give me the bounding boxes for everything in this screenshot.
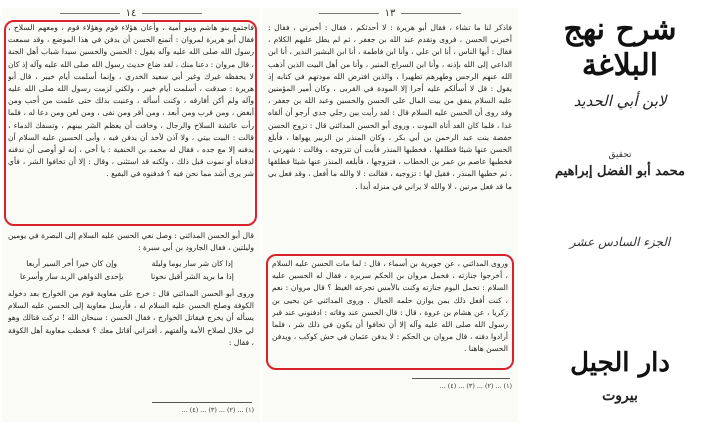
book-author: لابن أبي الحديد	[573, 92, 667, 110]
page-top-text: فاجتمع بنو هاشم وبنو أمية ، وأعان هؤلاء قوم وهؤلاء قوم ، ومعهم السلاح ، فقال أبو هريرة لمروان : أتمنع الحسن أن يدفن في هذا الموضع ، وقد سمعت رسول الله صلى الله عليه وآله يقول : الحسن والحسين سيدا شباب أهل الجنة ، قال مروان : دعنا منك ، لقد ضاع حديث رسول الله صلى الله عليه وآله إذ كان لا يحفظه غيرك وغير أبي سعيد الخدري ، وإنما أسلمت أيام خيبر ، قال أبو هريرة : صدقت ، أسلمت أيام خيبر ، ولكني لزمت رسول الله صلى الله عليه وآله ولم أكن أفارقه ، وكنت أسأله ، وعنيت بذلك حتى علمت من أحب ومن أبغض ، ومن قرب ومن أبعد ، ومن أقر ومن نفى ، ومن لعن ومن دعا له ، فلما رأت عائشة السلاح والرجال ، وخافت أن يعظم الشر بينهم ، وتسفك الدماء ، قالت : البيت بيتي ، ولا آذن لأحد أن يدفن فيه ، وأبى الحسين عليه السلام أن يدفنه إلا مع جده ، فقال له محمد بن الحنفية : يا أخي ، إنه لو أوصى أن ندفنه لدفناه أو نموت قبل ذلك ، ولكنه قد استثنى ، وقال : إلا أن تخافوا الشر ، فأي شر يرى أشد مما نحن فيه ؟ فدفنوه في البقيع .	[8, 23, 254, 179]
footnotes: (١) ... (٢) ... (٣) ... (٤) ...	[439, 382, 512, 390]
footnotes: (١) ... (٢) ... (٣) ... (٤) ...	[181, 406, 254, 414]
book-editor: محمد أبو الفضل إبراهيم	[555, 164, 685, 179]
book-page-middle	[262, 8, 518, 422]
footnote-rule	[152, 402, 252, 403]
page-number: ١٤	[2, 8, 260, 19]
book-page-left	[2, 8, 260, 422]
poem-verse: إذا ما بريد الشر أقبل نحونا بإحدى الدواهي الربد سار وأسرعا	[19, 271, 234, 281]
volume-part: الجزء السادس عشر	[569, 235, 671, 249]
page-top-text: فاذكر لنا ما تشاء ، فقال أبو هريرة : لا أحدثكم ، فقال : أخبرني ، فقال : أخبرني الحسن ، فروى وتقدم عبد الله بن جعفر ، ثم لم يطل عليهم الكلام ، فقال : أيها الناس ، أنا ابن علي ، وأنا ابن فاطمة ، أنا ابن البشير النذير ، أنا ابن الداعي إلى الله بإذنه ، وأنا ابن السراج المنير ، وأنا من أهل البيت الذين أذهب الله عنهم الرجس وطهرهم تطهيرا ، والذين افترض الله مودتهم في كتابه إذ يقول : قل لا أسألكم عليه أجرا إلا المودة في القربى ، وكان أمير المؤمنين عليه السلام ينفق من بيت المال على الحسن والحسين وعبد الله بن جعفر ، وقد روى أن الحسن عليه السلام قال : لقد رأيت بين رجلي جدي أرجو أن ألقاه غدا ، فلما كان الغد أتاه الموت ، وروى أبو الحسن المدائني قال : تزوج الحسن حفصة بنت عبد الرحمن بن أبي بكر ، وكان المنذر بن الزبير يهواها ، فأبلغ الحسن عنها شيئا فطلقها ، فخطبها المنذر فأبت أن تتزوجه ، وقالت : شهرني ، فخطبها عاصم بن عمر بن الخطاب ، فتزوجها ، فأبلغه المنذر عنها شيئا فطلقها ، ثم خطبها المنذر ، فقيل لها : تزوجيه ، فقالت : لا والله ما أفعل ، وقد فعل بي ما قد فعل مرتين ، لا والله لا يراني في منزله أبدا .	[268, 23, 512, 191]
highlighted-text: وروى المدائني ، عن جويرية بن أسماء ، قال : لما مات الحسن عليه السلام ، أخرجوا جنازته ، فحمل مروان بن الحكم سريره ، فقال له الحسين عليه السلام : تحمل اليوم جنازته وكنت بالأمس تجرعه الغيظ ؟ قال مروان : نعم ، كنت أفعل ذلك بمن يوازن حلمه الجبال . وروى المدائني عن يحيى بن زكريا ، عن هشام بن عروة ، قال : قال الحسن عند وفاته : ادفنوني عند قبر رسول الله صلى الله عليه وآله إلا أن تخافوا أن يكون في ذلك شر ، فلما أرادوا دفنه ، قال مروان بن الحكم : لا يدفن عثمان في حش كوكب ، ويدفن الحسن هاهنا .	[272, 259, 508, 354]
footnote-rule	[412, 378, 510, 379]
highlight-box	[4, 20, 257, 226]
editor-label: تحقيق	[608, 150, 632, 160]
poem	[16, 258, 248, 283]
page-bottom-text: وروى أبو الحسن المدائني قال : خرج على معاوية قوم من الخوارج بعد دخوله الكوفة وصلح الحسن عليه السلام له ، فأرسل معاوية إلى الحسن عليه السلام يسأله أن يخرج فيقاتل الخوارج ، فقال الحسن : سبحان الله ! تركت قتالك وهو لي حلال لصلاح الأمة وألفتهم ، أفتراني أقاتل معك ؟ فخطب معاوية أهل الكوفة ، فقال :	[8, 289, 254, 347]
poem-verse: إذا كان شر سار يوما وليلة وإن كان خيرا أخر السير أربعا	[26, 259, 233, 268]
book-cover	[522, 0, 720, 430]
book-title: شرح نهج البلاغة	[563, 12, 677, 83]
page-mid-text: قال أبو الحسن المدائني : وصل نعي الحسن عليه السلام إلى البصرة في يومين وليلتين ، فقال الجارود بن أبي سبرة :	[8, 231, 254, 253]
page-number: ١٣	[262, 8, 518, 19]
publisher: دار الجيل	[570, 348, 670, 378]
publisher-city: بيروت	[602, 388, 638, 404]
highlight-box	[266, 254, 514, 370]
